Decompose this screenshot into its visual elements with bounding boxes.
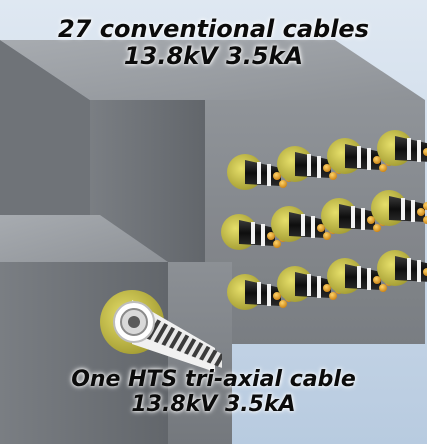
cable-band — [261, 224, 265, 246]
cable-conductor — [379, 284, 387, 292]
cable-conductor — [323, 232, 331, 240]
bottom-caption — [0, 368, 427, 417]
cable-conductor — [379, 164, 387, 172]
bottom-caption-rating: 13.8kV 3.5kA — [131, 391, 296, 417]
cable-band — [417, 260, 421, 282]
cable-band — [401, 198, 405, 220]
cable-conductor — [273, 240, 281, 248]
cable-band — [251, 222, 255, 244]
cable-conductor — [329, 172, 337, 180]
top-caption-title: 27 conventional cables — [57, 15, 369, 43]
cable-band — [357, 266, 361, 288]
cable-conductor — [279, 180, 287, 188]
cable-band — [361, 208, 365, 230]
cable-band — [367, 268, 371, 290]
cable-band — [307, 274, 311, 296]
cable-band — [311, 216, 315, 238]
cable-band — [411, 200, 415, 222]
top-caption — [0, 16, 427, 70]
hts-cable-core — [128, 316, 140, 328]
cable-band — [267, 284, 271, 306]
cable-band — [317, 156, 321, 178]
cable-band — [351, 206, 355, 228]
cable-band — [317, 276, 321, 298]
top-caption-rating: 13.8kV 3.5kA — [123, 41, 304, 70]
cable-band — [407, 258, 411, 280]
cable-band — [357, 146, 361, 168]
cable-band — [367, 148, 371, 170]
cable-conductor — [373, 224, 381, 232]
cable-band — [307, 154, 311, 176]
cable-band — [257, 162, 261, 184]
cable-band — [407, 138, 411, 160]
cable-conductor — [279, 300, 287, 308]
cable-conductor — [329, 292, 337, 300]
cable-band — [267, 164, 271, 186]
bottom-caption-title: One HTS tri-axial cable — [71, 367, 356, 392]
cable-band — [257, 282, 261, 304]
cable-band — [417, 140, 421, 162]
cable-band — [301, 214, 305, 236]
cable-conductor — [417, 208, 425, 216]
